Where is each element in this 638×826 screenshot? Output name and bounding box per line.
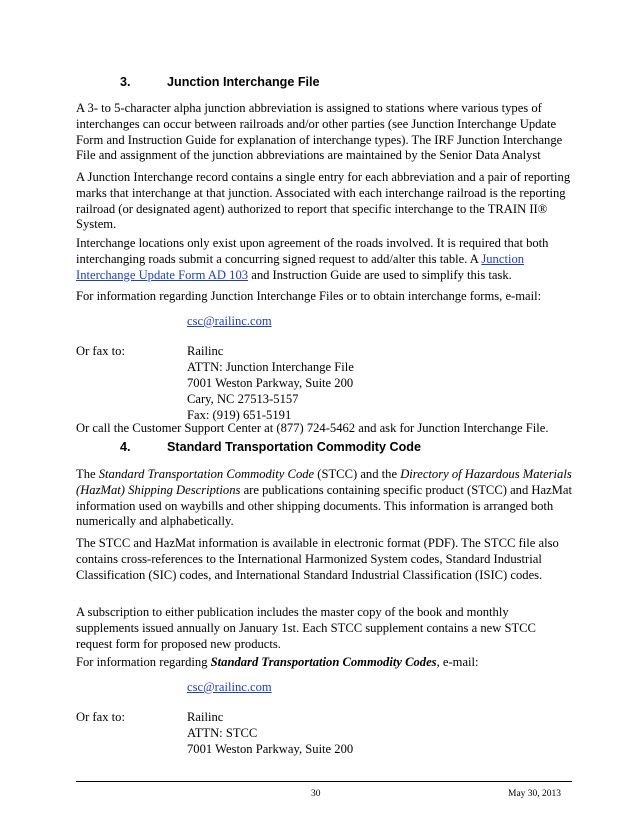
section-3-email-link[interactable]: csc@railinc.com xyxy=(187,314,272,328)
address-line: ATTN: STCC xyxy=(187,726,258,740)
section-3-paragraph-3 xyxy=(76,236,572,283)
section-4-title: Standard Transportation Commodity Code xyxy=(167,440,421,454)
section-3-call-line: Or call the Customer Support Center at (877) 724-5462 and ask for Junction Interchange File. xyxy=(76,421,549,435)
stcc-title-italic: Standard Transportation Commodity Code xyxy=(98,467,315,481)
junction-form-link[interactable]: Junction Interchange Update Form AD 103 xyxy=(76,251,525,282)
hazmat-title-italic: Directory of Hazardous Materials (HazMat) Shipping Descriptions xyxy=(76,467,572,497)
section-4-paragraph-1-start: The xyxy=(76,467,99,481)
section-4-paragraph-1 xyxy=(76,467,572,530)
footer-rule xyxy=(76,781,572,782)
section-4-number: 4. xyxy=(120,440,131,454)
section-4-email-link[interactable]: csc@railinc.com xyxy=(187,680,272,694)
footer-date: May 30, 2013 xyxy=(508,789,562,799)
section-4-address xyxy=(187,709,353,757)
address-line: 7001 Weston Parkway, Suite 200 xyxy=(187,742,354,756)
section-3-paragraph-3-start: Interchange locations only exist upon agreement of the roads involved. It is required that both interchanging roads submit a concurring signed request to add/alter this table. A xyxy=(76,236,549,266)
section-3-paragraph-2: A Junction Interchange record contains a single entry for each abbreviation and a pair of reporting marks that interchange at that junction. Associated with each interchange railroad is the reporting railroad (or designated agent) authorized to report that specific interchange to the TRAIN II® System. xyxy=(76,170,571,232)
section-3-number: 3. xyxy=(120,75,131,89)
section-3-title: Junction Interchange File xyxy=(167,75,320,89)
section-4-paragraph-1-end: are publications containing specific product (STCC) and HazMat information used on waybills and other shipping documents. This information is arranged both numerically and alphabetically. xyxy=(76,482,572,529)
address-line: Railinc xyxy=(187,344,224,358)
section-3-address xyxy=(187,343,354,423)
section-3-paragraph-3-end: and Instruction Guide are used to simplify this task. xyxy=(248,267,512,282)
footer-page-number: 30 xyxy=(311,789,321,799)
section-3-paragraph-1: A 3- to 5-character alpha junction abbreviation is assigned to stations where various types of interchanges can occur between railroads and/or other parties (see Junction Interchange Update Form and Instruction Guide for explanation of interchange types). The IRF Junction Interchange File and assignment of the junction abbreviations are maintained by the Senior Data Analyst xyxy=(76,101,563,163)
address-line: Fax: (919) 651-5191 xyxy=(187,408,292,422)
address-line: Railinc xyxy=(187,710,224,724)
section-4-paragraph-4-end: , e-mail: xyxy=(436,655,479,669)
section-4-paragraph-2: The STCC and HazMat information is available in electronic format (PDF). The STCC file also contains cross-references to the International Harmonized System codes, Standard Industrial Classification (SIC) codes, and International Standard Industrial Classification (ISIC) codes. xyxy=(76,536,559,582)
section-3-paragraph-4: For information regarding Junction Interchange Files or to obtain interchange forms, e-mail: xyxy=(76,289,542,303)
section-4-fax-label: Or fax to: xyxy=(76,710,125,724)
section-4-paragraph-4-start: For information regarding xyxy=(76,655,211,669)
stcc-bold-italic: Standard Transportation Commodity Codes xyxy=(210,655,437,669)
section-3-fax-label: Or fax to: xyxy=(76,344,125,358)
section-4-paragraph-1-mid: (STCC) and the xyxy=(314,467,401,481)
section-4-paragraph-3: A subscription to either publication includes the master copy of the book and monthly supplements issued annually on January 1st. Each STCC supplement contains a new STCC request form for proposed new products. xyxy=(76,605,536,651)
section-4-paragraph-4 xyxy=(76,655,572,671)
address-line: ATTN: Junction Interchange File xyxy=(187,360,354,374)
address-line: 7001 Weston Parkway, Suite 200 xyxy=(187,376,354,390)
address-line: Cary, NC 27513-5157 xyxy=(187,392,299,406)
